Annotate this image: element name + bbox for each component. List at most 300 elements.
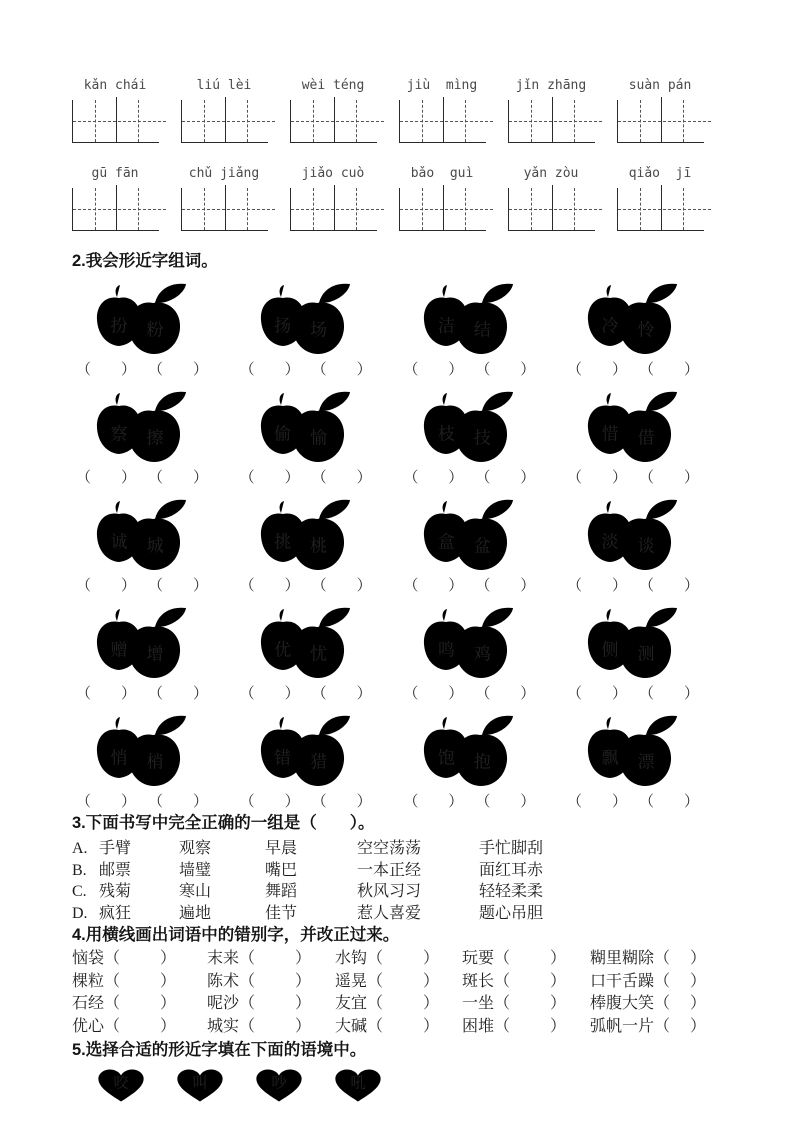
apple-column — [399, 390, 539, 487]
pinyin-label: liú lèi — [196, 78, 252, 93]
writing-grid — [617, 188, 704, 231]
apple-char-right: 谈 — [637, 536, 655, 556]
apple-column — [72, 282, 212, 379]
apple-pair — [419, 282, 519, 358]
writing-grid — [72, 188, 159, 231]
writing-grid — [290, 100, 377, 143]
pinyin-item — [617, 78, 703, 143]
option-word: 面红耳赤 — [479, 861, 544, 879]
apple-char-left: 赠 — [110, 640, 128, 660]
pinyin-item — [290, 78, 376, 143]
apple-pair — [583, 606, 683, 682]
pinyin-grid-section — [72, 78, 721, 231]
answer-blanks — [567, 361, 699, 379]
apple-column — [399, 498, 539, 595]
pinyin-label: jǐn zhāng — [515, 78, 587, 93]
option-word: 轻轻柔柔 — [479, 883, 544, 900]
apple-char-left: 错 — [274, 748, 292, 768]
q4-item — [590, 993, 721, 1016]
answer-blank: （ ） — [475, 686, 536, 702]
option-word: 佳节 — [265, 904, 298, 922]
option-row-a — [72, 838, 721, 860]
apple-char-left: 挑 — [274, 532, 292, 552]
answer-blank: （ ） — [239, 578, 300, 594]
correction-blank: （ ） — [494, 995, 567, 1012]
apple-char-left: 飘 — [601, 748, 619, 768]
answer-blank: （ ） — [311, 686, 372, 702]
apple-pair-icon — [92, 606, 192, 682]
q2-heading: 2.我会形近字组词。 — [72, 252, 218, 270]
q4-item — [335, 1016, 462, 1039]
answer-blank: （ ） — [566, 578, 627, 594]
apple-pair-icon — [92, 498, 192, 574]
apple-row — [72, 498, 703, 595]
apple-pair-icon — [256, 606, 356, 682]
q4-item — [462, 1016, 590, 1039]
apple-pair-icon — [92, 390, 192, 466]
apple-pair — [419, 498, 519, 574]
q3-heading: 3.下面书写中完全正确的一组是（ ）。 — [72, 814, 375, 832]
q4-word: 遥晃 — [335, 972, 368, 990]
apple-char-right: 借 — [637, 428, 655, 448]
answer-blank: （ ） — [475, 578, 536, 594]
q4-item — [72, 948, 207, 971]
option-word: 舞蹈 — [265, 883, 298, 900]
apple-char-left: 扬 — [274, 316, 292, 336]
apple-pair-icon — [419, 714, 519, 790]
answer-blanks — [240, 361, 372, 379]
correction-blank: （ ） — [239, 1017, 312, 1035]
apple-pair — [92, 282, 192, 358]
correction-blank: （ ） — [367, 995, 440, 1012]
option-word: 寒山 — [179, 883, 212, 900]
apple-char-left: 淡 — [601, 532, 619, 552]
apple-column — [563, 498, 703, 595]
apple-column — [563, 282, 703, 379]
pinyin-label: gū fān — [91, 166, 139, 181]
answer-blank: （ ） — [311, 470, 372, 486]
option-word: 惹人喜爱 — [357, 904, 422, 922]
apple-pair-icon — [583, 282, 683, 358]
option-word: 观察 — [179, 840, 212, 857]
option-row-d — [72, 903, 721, 925]
q4-word: 棒腹大笑 — [590, 995, 655, 1012]
option-letter: A. — [72, 840, 88, 857]
writing-grid — [290, 188, 377, 231]
apple-char-left: 惜 — [601, 424, 619, 444]
option-word: 墙璧 — [179, 861, 212, 879]
apple-char-right: 怜 — [637, 320, 655, 340]
option-letter: C. — [72, 883, 87, 900]
q4-word: 弧帆一片 — [590, 1017, 655, 1035]
q4-word: 水钩 — [335, 950, 368, 967]
pinyin-item — [508, 78, 594, 143]
pinyin-label: chǔ jiǎng — [188, 166, 260, 181]
writing-grid — [399, 100, 486, 143]
writing-grid — [181, 100, 268, 143]
answer-blank: （ ） — [566, 686, 627, 702]
answer-blank: （ ） — [148, 578, 208, 594]
correction-blank: （ ） — [104, 995, 177, 1012]
correction-blank: （ ） — [494, 972, 567, 990]
q4-word: 城实 — [207, 1017, 240, 1035]
option-word: 疯狂 — [99, 904, 132, 922]
answer-blank: （ ） — [403, 470, 464, 486]
pinyin-item — [290, 166, 376, 231]
apple-char-left: 饱 — [437, 748, 455, 768]
answer-blanks — [76, 361, 208, 379]
q4-item — [335, 948, 462, 971]
apple-char-left: 鸣 — [437, 640, 455, 660]
q4-word: 困堆 — [462, 1017, 495, 1035]
answer-blank: （ ） — [76, 362, 136, 378]
correction-blank: （ ） — [239, 995, 312, 1012]
apple-char-left: 扮 — [110, 316, 128, 336]
answer-blank: （ ） — [239, 470, 300, 486]
apple-char-right: 梢 — [146, 752, 164, 772]
pinyin-label: suàn pán — [628, 78, 692, 93]
correction-blank: （ ） — [239, 972, 312, 990]
q4-word: 石经 — [72, 995, 105, 1012]
answer-blanks — [76, 577, 208, 595]
option-word: 遍地 — [179, 904, 212, 922]
writing-grid — [181, 188, 268, 231]
q4-item — [207, 1016, 335, 1039]
answer-blank: （ ） — [475, 362, 536, 378]
pinyin-item — [508, 166, 594, 231]
answer-blank: （ ） — [76, 794, 136, 810]
apple-char-right: 粉 — [146, 320, 164, 340]
pinyin-label: qiǎo jī — [628, 166, 692, 181]
q4-item — [590, 1016, 721, 1039]
apple-char-right: 盆 — [473, 536, 491, 556]
pinyin-item — [72, 78, 158, 143]
q4-item — [207, 948, 335, 971]
answer-blank: （ ） — [311, 362, 372, 378]
answer-blanks — [240, 793, 372, 811]
apple-char-right: 忧 — [310, 644, 328, 664]
q4-word: 斑长 — [462, 972, 495, 990]
answer-blanks — [76, 469, 208, 487]
answer-blank: （ ） — [403, 794, 464, 810]
apple-column — [236, 606, 376, 703]
q4-word: 陈术 — [207, 972, 240, 990]
option-word: 题心吊胆 — [479, 904, 544, 922]
answer-blanks — [403, 685, 535, 703]
answer-blank: （ ） — [76, 578, 136, 594]
apple-char-left: 洁 — [437, 316, 455, 336]
q4-word: 优心 — [72, 1017, 105, 1035]
apple-column — [72, 606, 212, 703]
heart-card — [331, 1067, 385, 1103]
apple-column — [399, 282, 539, 379]
writing-grid — [72, 100, 159, 143]
apple-char-left: 枝 — [437, 424, 455, 444]
q2-apple-section — [72, 282, 721, 811]
apple-pair — [419, 390, 519, 466]
q4-item — [590, 948, 721, 971]
apple-pair-icon — [583, 606, 683, 682]
answer-blank: （ ） — [239, 686, 300, 702]
writing-grid — [399, 188, 486, 231]
correction-blank: （ ） — [367, 1017, 440, 1035]
q5-hearts-section — [94, 1067, 721, 1103]
pinyin-item — [181, 78, 267, 143]
answer-blanks — [567, 685, 699, 703]
apple-column — [236, 714, 376, 811]
pinyin-label: kǎn chái — [83, 78, 147, 93]
q4-item — [335, 993, 462, 1016]
answer-blank: （ ） — [566, 362, 627, 378]
correction-blank: （ ） — [494, 950, 567, 967]
apple-row — [72, 282, 703, 379]
apple-column — [72, 714, 212, 811]
correction-blank: （ ） — [654, 995, 707, 1012]
apple-column — [236, 498, 376, 595]
apple-pair — [256, 282, 356, 358]
answer-blank: （ ） — [76, 470, 136, 486]
apple-row — [72, 714, 703, 811]
pinyin-row-1 — [72, 78, 703, 143]
apple-pair — [583, 282, 683, 358]
apple-char-right: 愉 — [310, 428, 328, 448]
answer-blanks — [403, 361, 535, 379]
apple-pair-icon — [583, 498, 683, 574]
heart-char: 咬 — [113, 1075, 129, 1092]
heart-char: 吼 — [350, 1075, 366, 1092]
pinyin-label: jiǎo cuò — [301, 166, 365, 181]
option-letter: D. — [72, 904, 88, 922]
apple-column — [72, 498, 212, 595]
pinyin-item — [399, 78, 485, 143]
correction-blank: （ ） — [654, 972, 707, 990]
option-word: 残菊 — [99, 883, 132, 900]
pinyin-label: yǎn zòu — [523, 166, 579, 181]
q4-heading: 4.用横线画出词语中的错别字，并改正过来。 — [72, 926, 400, 944]
pinyin-row-2 — [72, 166, 703, 231]
pinyin-item — [181, 166, 267, 231]
q4-word: 糊里糊除 — [590, 950, 655, 967]
apple-char-right: 场 — [310, 320, 328, 340]
apple-pair — [92, 606, 192, 682]
apple-row — [72, 606, 703, 703]
option-row-c — [72, 881, 721, 903]
answer-blank: （ ） — [403, 578, 464, 594]
q4-row — [72, 993, 721, 1016]
apple-pair-icon — [92, 714, 192, 790]
correction-blank: （ ） — [104, 972, 177, 990]
pinyin-label: wèi téng — [301, 78, 365, 93]
q4-word: 一坐 — [462, 995, 495, 1012]
apple-pair — [583, 390, 683, 466]
answer-blank: （ ） — [638, 362, 699, 378]
apple-pair-icon — [92, 282, 192, 358]
q4-item — [207, 993, 335, 1016]
pinyin-item — [617, 166, 703, 231]
correction-blank: （ ） — [494, 1017, 567, 1035]
answer-blank: （ ） — [148, 470, 208, 486]
q4-row — [72, 948, 721, 971]
answer-blanks — [76, 685, 208, 703]
apple-pair-icon — [256, 714, 356, 790]
q4-word: 棵粒 — [72, 972, 105, 990]
answer-blanks — [403, 577, 535, 595]
heart-card — [252, 1067, 306, 1103]
apple-pair — [92, 390, 192, 466]
heart-card — [94, 1067, 148, 1103]
answer-blank: （ ） — [638, 470, 699, 486]
writing-grid — [508, 188, 595, 231]
apple-column — [236, 282, 376, 379]
apple-pair — [256, 606, 356, 682]
q4-item — [335, 971, 462, 994]
apple-row — [72, 390, 703, 487]
q4-word: 口干舌躁 — [590, 972, 655, 990]
q4-item — [462, 993, 590, 1016]
q4-item — [462, 948, 590, 971]
apple-char-right: 抱 — [473, 752, 491, 772]
pinyin-label: jiù mìng — [406, 78, 478, 93]
q4-row — [72, 971, 721, 994]
apple-pair — [583, 714, 683, 790]
answer-blank: （ ） — [638, 686, 699, 702]
apple-pair — [583, 498, 683, 574]
apple-char-right: 增 — [146, 644, 164, 664]
apple-pair-icon — [256, 498, 356, 574]
correction-blank: （ ） — [367, 972, 440, 990]
apple-pair-icon — [256, 390, 356, 466]
answer-blanks — [240, 577, 372, 595]
option-word: 手忙脚刮 — [479, 840, 544, 857]
q4-item — [72, 1016, 207, 1039]
apple-char-right: 桃 — [310, 536, 328, 556]
writing-grid — [617, 100, 704, 143]
correction-blank: （ ） — [654, 1017, 707, 1035]
answer-blanks — [240, 469, 372, 487]
answer-blank: （ ） — [148, 362, 208, 378]
answer-blanks — [567, 469, 699, 487]
q4-item — [72, 971, 207, 994]
correction-blank: （ ） — [104, 950, 177, 967]
apple-pair — [256, 714, 356, 790]
writing-grid — [508, 100, 595, 143]
apple-char-left: 盒 — [437, 532, 455, 552]
apple-pair — [92, 498, 192, 574]
apple-char-right: 漂 — [637, 752, 655, 772]
apple-pair — [256, 390, 356, 466]
correction-blank: （ ） — [239, 950, 312, 967]
apple-char-right: 擦 — [146, 428, 164, 448]
answer-blank: （ ） — [475, 794, 536, 810]
apple-char-right: 测 — [637, 644, 655, 664]
apple-pair — [256, 498, 356, 574]
apple-column — [399, 606, 539, 703]
apple-char-left: 优 — [274, 640, 292, 660]
answer-blank: （ ） — [148, 686, 208, 702]
answer-blank: （ ） — [638, 578, 699, 594]
apple-pair-icon — [256, 282, 356, 358]
correction-blank: （ ） — [104, 1017, 177, 1035]
apple-pair-icon — [419, 498, 519, 574]
option-word: 一本正经 — [357, 861, 422, 879]
heart-char: 叫 — [192, 1075, 208, 1092]
q3-options — [72, 838, 721, 924]
answer-blank: （ ） — [475, 470, 536, 486]
q4-row — [72, 1016, 721, 1039]
apple-char-left: 侧 — [601, 640, 619, 660]
q4-word: 恼袋 — [72, 950, 105, 967]
q4-correction-section — [72, 948, 721, 1038]
option-word: 手臂 — [99, 840, 132, 857]
answer-blank: （ ） — [239, 794, 300, 810]
answer-blank: （ ） — [148, 794, 208, 810]
apple-pair-icon — [419, 606, 519, 682]
pinyin-label: bǎo guì — [410, 166, 474, 181]
q4-item — [462, 971, 590, 994]
apple-column — [236, 390, 376, 487]
apple-char-left: 悄 — [110, 748, 128, 768]
answer-blanks — [403, 469, 535, 487]
q4-word: 玩要 — [462, 950, 495, 967]
correction-blank: （ ） — [367, 950, 440, 967]
option-word: 早晨 — [265, 840, 298, 857]
apple-column — [563, 606, 703, 703]
apple-char-right: 猎 — [310, 752, 328, 772]
answer-blanks — [567, 577, 699, 595]
apple-pair-icon — [583, 714, 683, 790]
correction-blank: （ ） — [654, 950, 707, 967]
option-word: 邮票 — [99, 861, 132, 879]
answer-blank: （ ） — [239, 362, 300, 378]
answer-blank: （ ） — [403, 686, 464, 702]
apple-char-left: 察 — [110, 424, 128, 444]
q4-word: 末来 — [207, 950, 240, 967]
option-word: 空空荡荡 — [357, 840, 422, 857]
apple-char-right: 结 — [473, 320, 491, 340]
answer-blanks — [403, 793, 535, 811]
answer-blank: （ ） — [566, 470, 627, 486]
apple-char-left: 偷 — [274, 424, 292, 444]
apple-pair — [419, 714, 519, 790]
option-word: 秋风习习 — [357, 883, 422, 900]
apple-pair — [92, 714, 192, 790]
q4-item — [72, 993, 207, 1016]
answer-blank: （ ） — [311, 794, 372, 810]
option-row-b — [72, 860, 721, 882]
apple-column — [399, 714, 539, 811]
option-word: 嘴巴 — [265, 861, 298, 879]
q4-word: 大碱 — [335, 1017, 368, 1035]
q4-item — [590, 971, 721, 994]
apple-char-left: 诚 — [110, 532, 128, 552]
apple-char-left: 冷 — [601, 316, 619, 336]
apple-char-right: 技 — [473, 428, 491, 448]
q5-heading: 5.选择合适的形近字填在下面的语境中。 — [72, 1041, 367, 1059]
q4-item — [207, 971, 335, 994]
answer-blanks — [240, 685, 372, 703]
pinyin-item — [72, 166, 158, 231]
answer-blanks — [76, 793, 208, 811]
answer-blank: （ ） — [566, 794, 627, 810]
answer-blank: （ ） — [403, 362, 464, 378]
apple-char-right: 城 — [146, 536, 164, 556]
answer-blank: （ ） — [311, 578, 372, 594]
heart-card — [173, 1067, 227, 1103]
apple-pair-icon — [419, 390, 519, 466]
answer-blanks — [567, 793, 699, 811]
apple-column — [72, 390, 212, 487]
apple-column — [563, 714, 703, 811]
